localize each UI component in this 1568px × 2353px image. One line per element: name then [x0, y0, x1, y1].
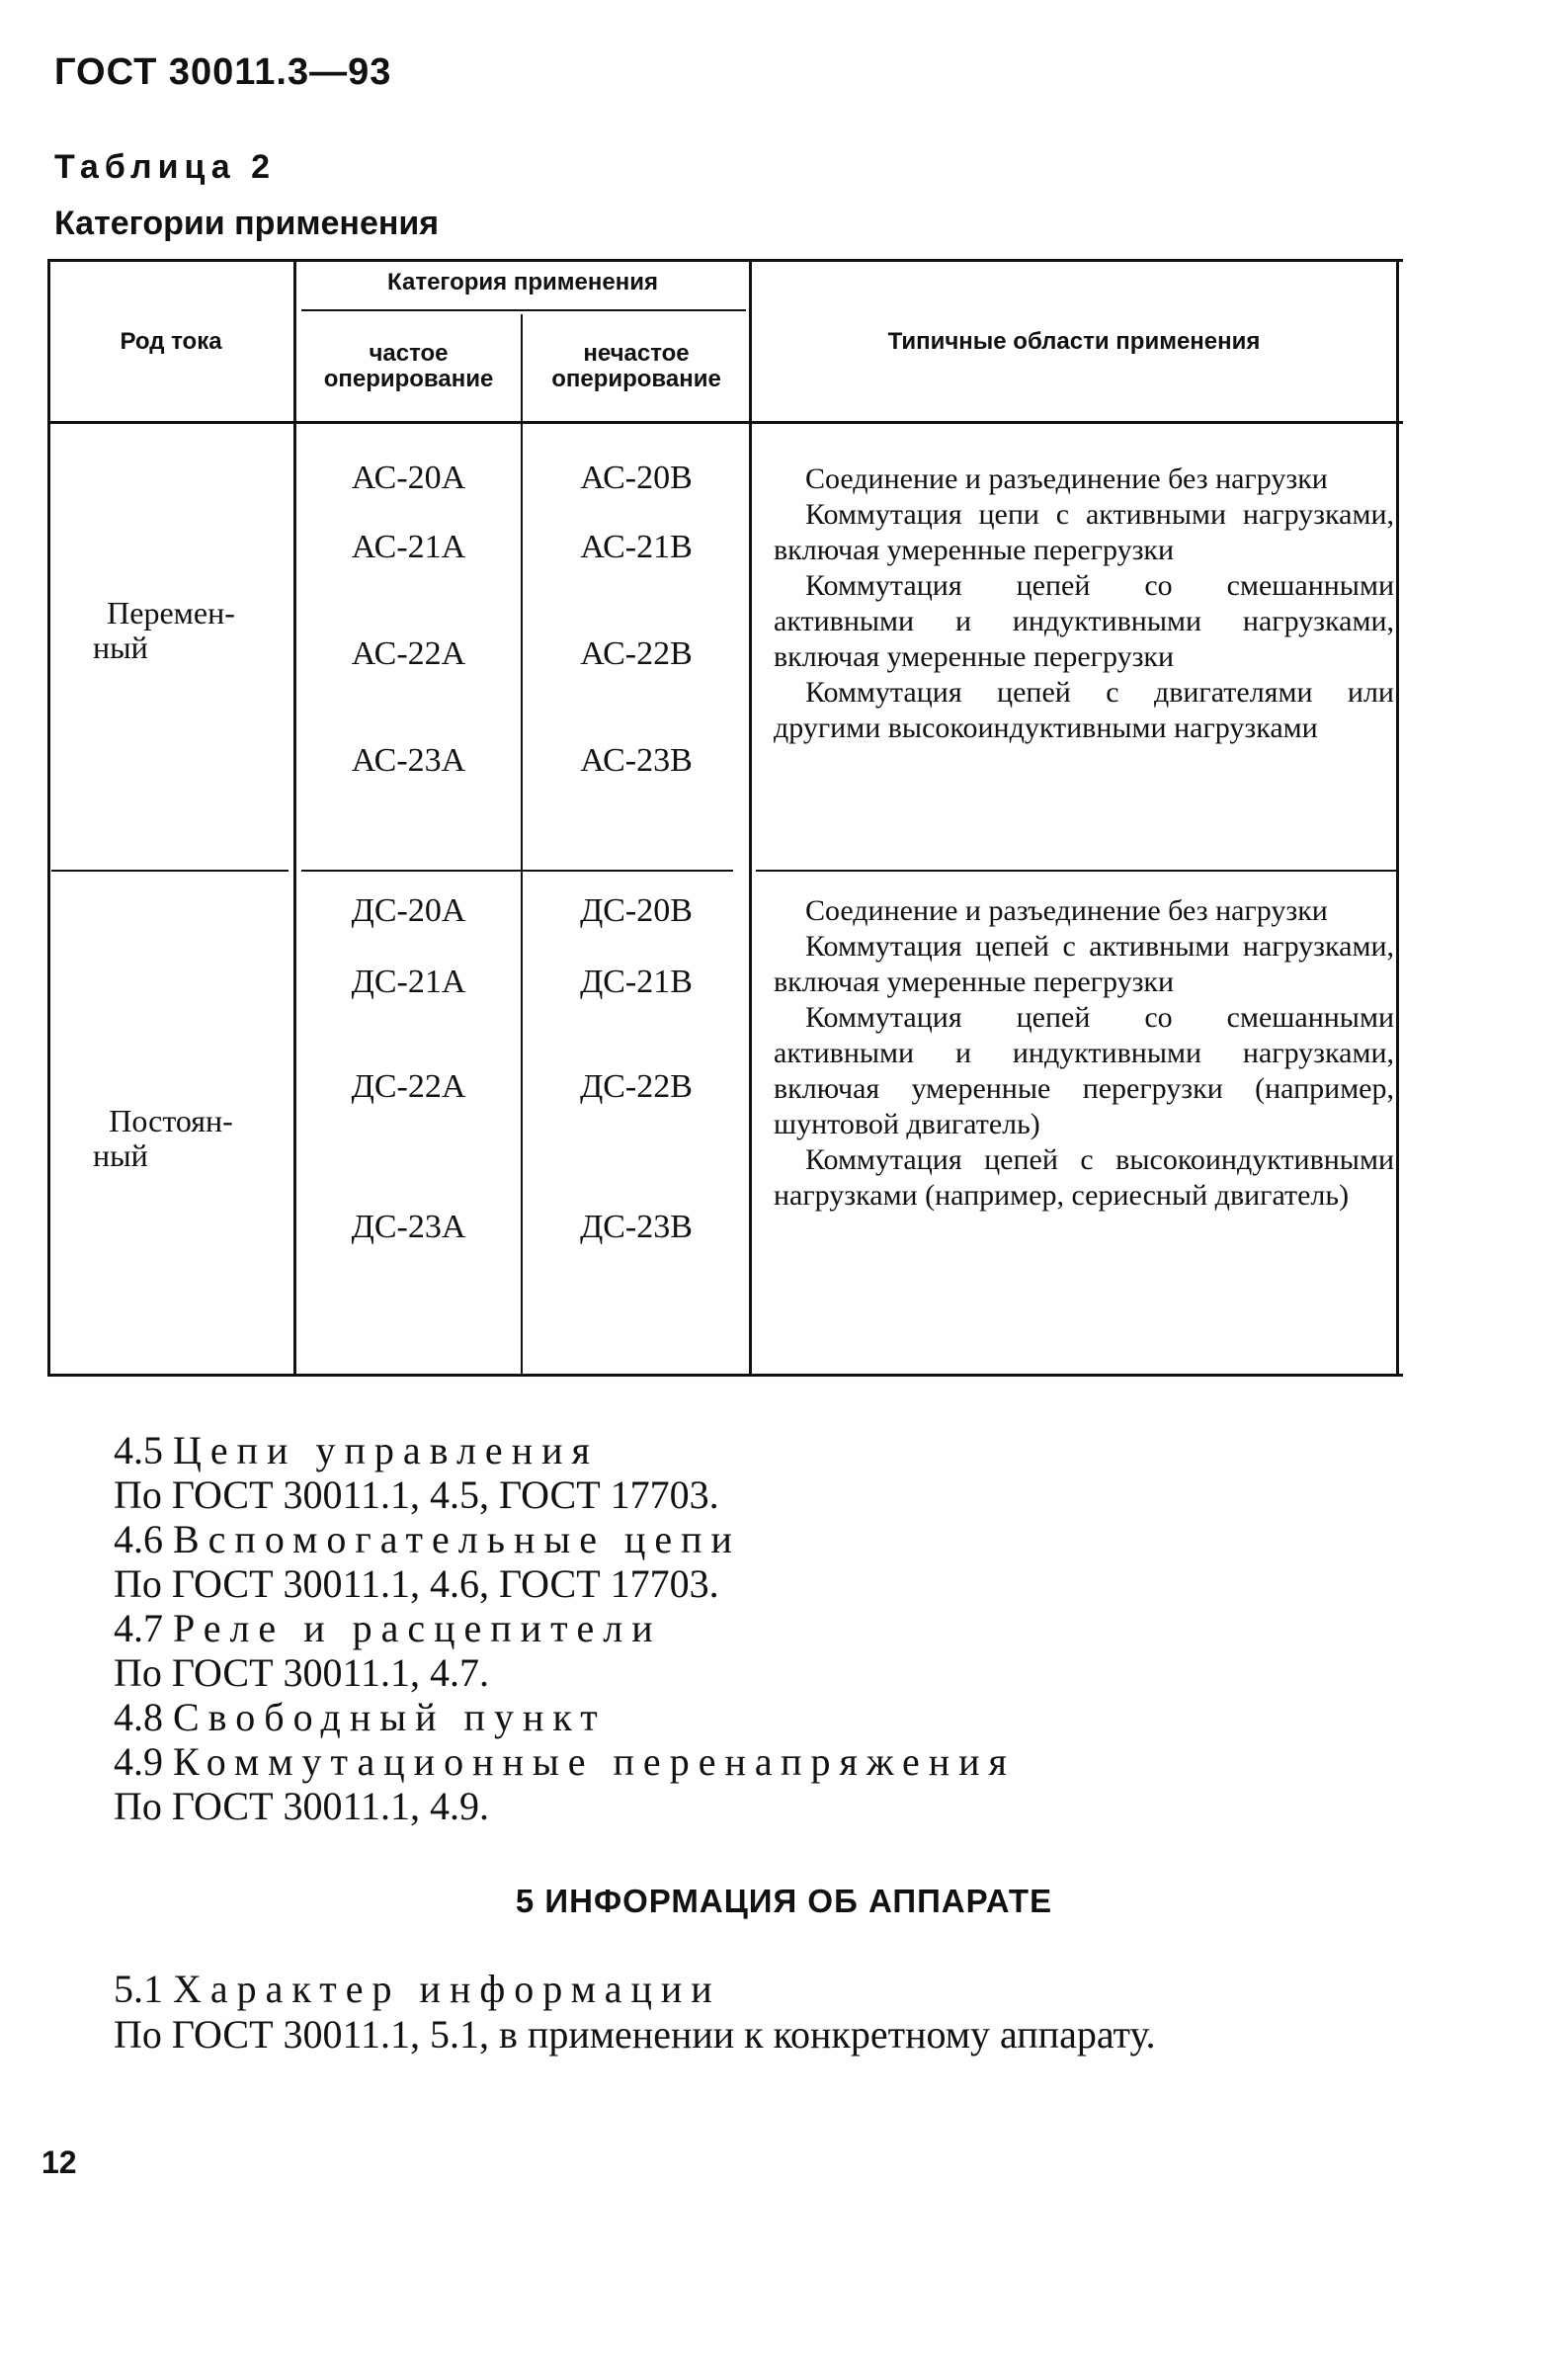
section-4-9-text: По ГОСТ 30011.1, 4.9. [114, 1784, 490, 1828]
section-4-9-heading [114, 1739, 1016, 1784]
category-infrequent: АС-21В [580, 529, 693, 565]
category-frequent: ДС-21А [351, 964, 466, 1000]
table-left-border [47, 259, 50, 1374]
column-header-infrequent [524, 341, 749, 392]
section-4-5-heading [114, 1428, 599, 1472]
section-title: Вспомогательные цепи [173, 1517, 741, 1561]
section-title: Характер информации [173, 1967, 721, 2011]
usage-text: Коммутация цепей со смешанными активными и индуктивными нагрузками, включая умеренные перегрузки (например, шунтовой двигатель) [774, 1001, 1394, 1140]
category-frequent: АС-22А [351, 635, 466, 672]
usage-text: Соединение и разъединение без нагрузки [805, 894, 1328, 927]
current-type-alternating [51, 596, 290, 665]
usage-text: Коммутация цепей с активными нагрузками, включая умеренные перегрузки [774, 930, 1394, 998]
usage-cell-alternating [774, 462, 1394, 746]
column-header-infrequent-line-1: нечастое [583, 340, 690, 367]
section-4-6-text: По ГОСТ 30011.1, 4.6, ГОСТ 17703. [114, 1561, 719, 1606]
group-divider-categories [301, 870, 733, 872]
category-infrequent: ДС-20В [580, 892, 693, 929]
group-divider-current [51, 870, 289, 872]
section-title: Цепи управления [173, 1428, 599, 1472]
category-infrequent: ДС-22В [580, 1068, 693, 1105]
current-type-line-1: Постоян- [109, 1103, 233, 1138]
column-header-category: Категория применения [387, 269, 658, 295]
section-title: Свободный пункт [173, 1695, 607, 1739]
section-number: 5.1 [114, 1967, 163, 2011]
section-number: 4.5 [114, 1428, 163, 1472]
current-type-line-1: Перемен- [107, 595, 235, 630]
section-title: Коммутационные перенапряжения [173, 1739, 1016, 1784]
table-title: Категории применения [54, 205, 440, 242]
section-5-1-heading [114, 1967, 721, 2011]
section-number: 4.7 [114, 1606, 163, 1650]
category-frequent: ДС-22А [351, 1068, 466, 1105]
section-4-7-heading [114, 1606, 662, 1650]
category-infrequent: ДС-23В [580, 1209, 693, 1245]
current-type-line-2: ный [93, 1137, 148, 1173]
column-header-frequent-line-1: частое [369, 340, 449, 367]
group-divider-usage [756, 870, 1398, 872]
section-number: 4.9 [114, 1739, 163, 1784]
usage-text: Коммутация цепей со смешанными активными и индуктивными нагрузками, включая умеренные перегрузки [774, 569, 1394, 673]
category-infrequent: АС-20В [580, 460, 693, 496]
section-4-7-text: По ГОСТ 30011.1, 4.7. [114, 1650, 490, 1695]
table-bottom-border [47, 1374, 1403, 1377]
category-frequent: АС-23А [351, 742, 466, 779]
section-number: 4.8 [114, 1695, 163, 1739]
column-separator-1 [293, 259, 296, 1374]
page-number: 12 [41, 2144, 77, 2180]
usage-cell-direct [774, 893, 1394, 1214]
table-right-border [1396, 259, 1399, 1374]
current-type-line-2: ный [93, 630, 148, 665]
table-header-bottom-border [47, 421, 1403, 424]
current-type-direct [51, 1104, 290, 1173]
section-5-1-text: По ГОСТ 30011.1, 5.1, в применении к конкретному аппарату. [114, 2012, 1156, 2057]
table-label: Таблица 2 [54, 148, 277, 186]
section-5-heading: 5 ИНФОРМАЦИЯ ОБ АППАРАТЕ [515, 1883, 1053, 1919]
column-header-frequent [296, 341, 521, 392]
usage-text: Коммутация цепи с активными нагрузками, включая умеренные перегрузки [774, 498, 1394, 566]
column-header-current: Род тока [120, 328, 222, 355]
table-top-border [47, 259, 1403, 262]
column-header-infrequent-line-2: оперирование [551, 366, 721, 392]
section-4-6-heading [114, 1517, 741, 1561]
section-4-5-text: По ГОСТ 30011.1, 4.5, ГОСТ 17703. [114, 1472, 719, 1517]
document-code: ГОСТ 30011.3—93 [54, 51, 392, 93]
category-frequent: АС-21А [351, 529, 466, 565]
section-4-8-heading [114, 1695, 607, 1739]
category-frequent: ДС-20А [351, 892, 466, 929]
section-title: Реле и расцепители [173, 1606, 662, 1650]
section-number: 4.6 [114, 1517, 163, 1561]
usage-text: Соединение и разъединение без нагрузки [805, 462, 1328, 495]
column-separator-2 [521, 314, 523, 1374]
usage-text: Коммутация цепей с двигателями или другими высокоиндуктивными нагрузками [774, 676, 1394, 744]
column-header-frequent-line-2: оперирование [323, 366, 494, 392]
category-header-divider [301, 309, 746, 311]
column-header-usage: Типичные области применения [887, 328, 1261, 355]
category-infrequent: ДС-21В [580, 964, 693, 1000]
category-frequent: АС-20А [351, 460, 466, 496]
usage-text: Коммутация цепей с высокоиндуктивными нагрузками (например, сериесный двигатель) [774, 1143, 1394, 1212]
category-infrequent: АС-23В [580, 742, 693, 779]
column-separator-3 [749, 259, 752, 1374]
category-frequent: ДС-23А [351, 1209, 466, 1245]
category-infrequent: АС-22В [580, 635, 693, 672]
